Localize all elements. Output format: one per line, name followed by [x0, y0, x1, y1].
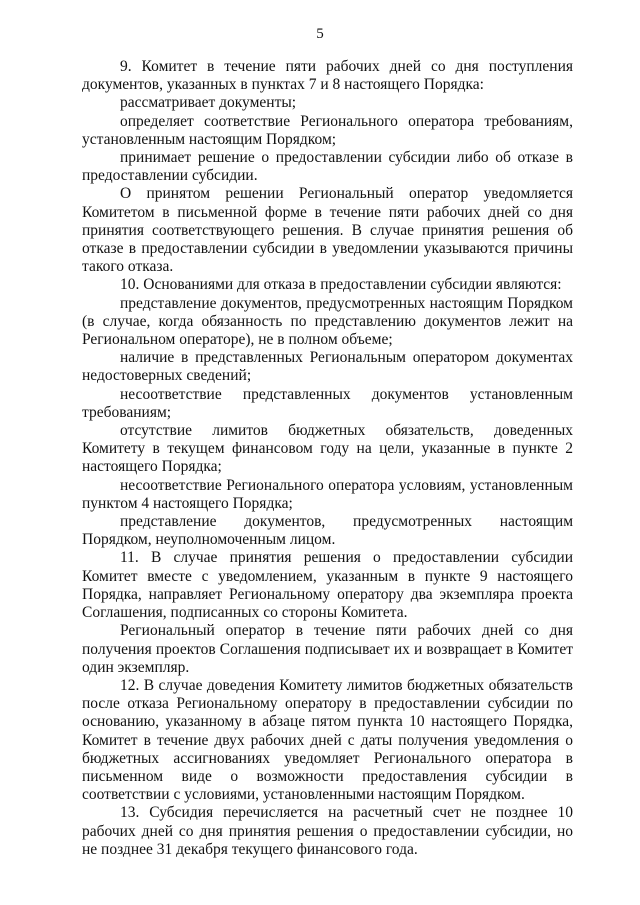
paragraph-10-item-operator-conditions: несоответствие Регионального оператора условиям, установленным пунктом 4 настоящего Порядка;: [82, 476, 573, 512]
paragraph-10-item-no-limits: отсутствие лимитов бюджетных обязательств, доведенных Комитету в текущем финансовом году на цели, указанные в пункте 2 настоящего Порядка;: [82, 422, 573, 476]
document-body: [82, 58, 573, 859]
paragraph-11-return: Региональный оператор в течение пяти рабочих дней со дня получения проектов Соглашения подписывает их и возвращает в Комитет один экземпляр.: [82, 622, 573, 676]
paragraph-13: 13. Субсидия перечисляется на расчетный счет не позднее 10 рабочих дней со дня принятия решения о предоставлении субсидии, но не позднее 31 декабря текущего финансового года.: [82, 804, 573, 858]
paragraph-9-item-decision: принимает решение о предоставлении субсидии либо об отказе в предоставлении субсидии.: [82, 149, 573, 185]
paragraph-10-item-incomplete: представление документов, предусмотренных настоящим Порядком (в случае, когда обязанность по представлению документов лежит на Региональном операторе), не в полном объеме;: [82, 294, 573, 349]
paragraph-9-notification: О принятом решении Региональный оператор уведомляется Комитетом в письменной форме в течение пяти рабочих дней со дня принятия соответствующего решения. В случае принятия решения об отказе в предоставлении субсидии в уведомлении указываются причины такого отказа.: [82, 185, 573, 276]
paragraph-11: 11. В случае принятия решения о предоставлении субсидии Комитет вместе с уведомлением, указанным в пункте 9 настоящего Порядка, направляет Региональному оператору два экземпляра проекта Соглашения, подписанных со стороны Комитета.: [82, 549, 573, 622]
paragraph-9-item-review: рассматривает документы;: [120, 94, 297, 112]
paragraph-10-item-noncompliant-docs: несоответствие представленных документов установленным требованиям;: [82, 385, 573, 421]
paragraph-10-intro: 10. Основаниями для отказа в предоставлении субсидии являются:: [120, 276, 562, 294]
paragraph-9-item-compliance: определяет соответствие Регионального оператора требованиям, установленным настоящим Порядком;: [82, 112, 573, 148]
paragraph-12: 12. В случае доведения Комитету лимитов бюджетных обязательств после отказа Региональному оператору в предоставлении субсидии по основанию, указанному в абзаце пятом пункта 10 настоящего Порядка, Комитет в течение двух рабочих дней с даты получения уведомления о бюджетных ассигнованиях уведомляет Регионального оператора в письменном виде о возможности предоставления субсидии в соответствии с условиями, установленными настоящим Порядком.: [82, 676, 573, 804]
paragraph-10-item-unauthorized: представление документов, предусмотренных настоящим Порядком, неуполномоченным лицом.: [82, 513, 573, 549]
paragraph-10-item-false-info: наличие в представленных Региональным оператором документах недостоверных сведений;: [82, 349, 573, 385]
page-number: 5: [316, 26, 324, 42]
paragraph-9-intro: 9. Комитет в течение пяти рабочих дней со дня поступления документов, указанных в пунктах 7 и 8 настоящего Порядка:: [82, 58, 573, 94]
